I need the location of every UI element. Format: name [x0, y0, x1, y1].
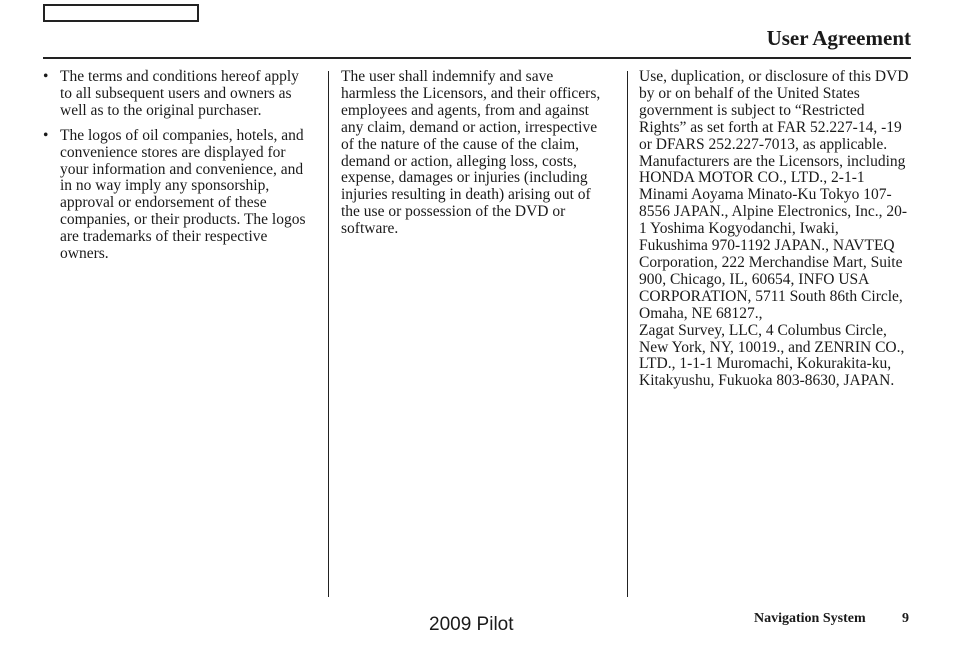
page-number: 9	[902, 611, 909, 626]
footer-model: 2009 Pilot	[429, 614, 514, 635]
column-2	[341, 69, 606, 238]
indemnity-paragraph: The user shall indemnify and save harmless the Licensors, and their officers, employees and agents, from and against any claim, demand or action, irrespective of the nature of the cause of the claim, demand or action, alleging loss, costs, expense, damages or injuries (including injuries resulting in death) arising out of the use or possession of the DVD or software.	[341, 68, 601, 238]
column-divider	[627, 71, 628, 597]
bullet-marker: •	[43, 68, 49, 85]
header-rule	[43, 57, 911, 59]
bullet-list	[43, 69, 313, 263]
column-1	[43, 69, 313, 271]
footer-section: Navigation System	[754, 611, 866, 626]
column-divider	[328, 71, 329, 597]
bullet-text: The logos of oil companies, hotels, and convenience stores are displayed for your information and convenience, and in no way imply any sponsorship, approval or endorsement of these companies, or their products. The logos are trademarks of their respective owners.	[60, 126, 306, 263]
header-tab-box	[43, 4, 199, 22]
list-item	[43, 69, 313, 120]
bullet-text: The terms and conditions hereof apply to all subsequent users and owners as well as to the original purchaser.	[60, 68, 299, 119]
licensors-paragraph: Zagat Survey, LLC, 4 Columbus Circle, New York, NY, 10019., and ZENRIN CO., LTD., 1-1-1 Muromachi, Kokurakita-ku, Kitakyushu, Fukuoka 803-8630, JAPAN.	[639, 321, 905, 390]
page-title: User Agreement	[766, 26, 911, 50]
bullet-marker: •	[43, 126, 49, 144]
column-3	[639, 69, 911, 390]
restricted-rights-paragraph: Use, duplication, or disclosure of this DVD by or on behalf of the United States government is subject to “Restricted Rights” as set forth at FAR 52.227-14, -19 or DFARS 252.227-7013, as applicable. Manufacturers are the Licensors, including HONDA MOTOR CO., LTD., 2-1-1 Minami Aoyama Minato-Ku Tokyo 107-8556 JAPAN., Alpine Electronics, Inc., 20-1 Yoshima Kogyodanchi, Iwaki, Fukushima 970-1192 JAPAN., NAVTEQ Corporation, 222 Merchandise Mart, Suite 900, Chicago, IL, 60654, INFO USA CORPORATION, 5711 South 86th Circle, Omaha, NE 68127.,	[639, 68, 909, 322]
list-item	[43, 128, 313, 263]
